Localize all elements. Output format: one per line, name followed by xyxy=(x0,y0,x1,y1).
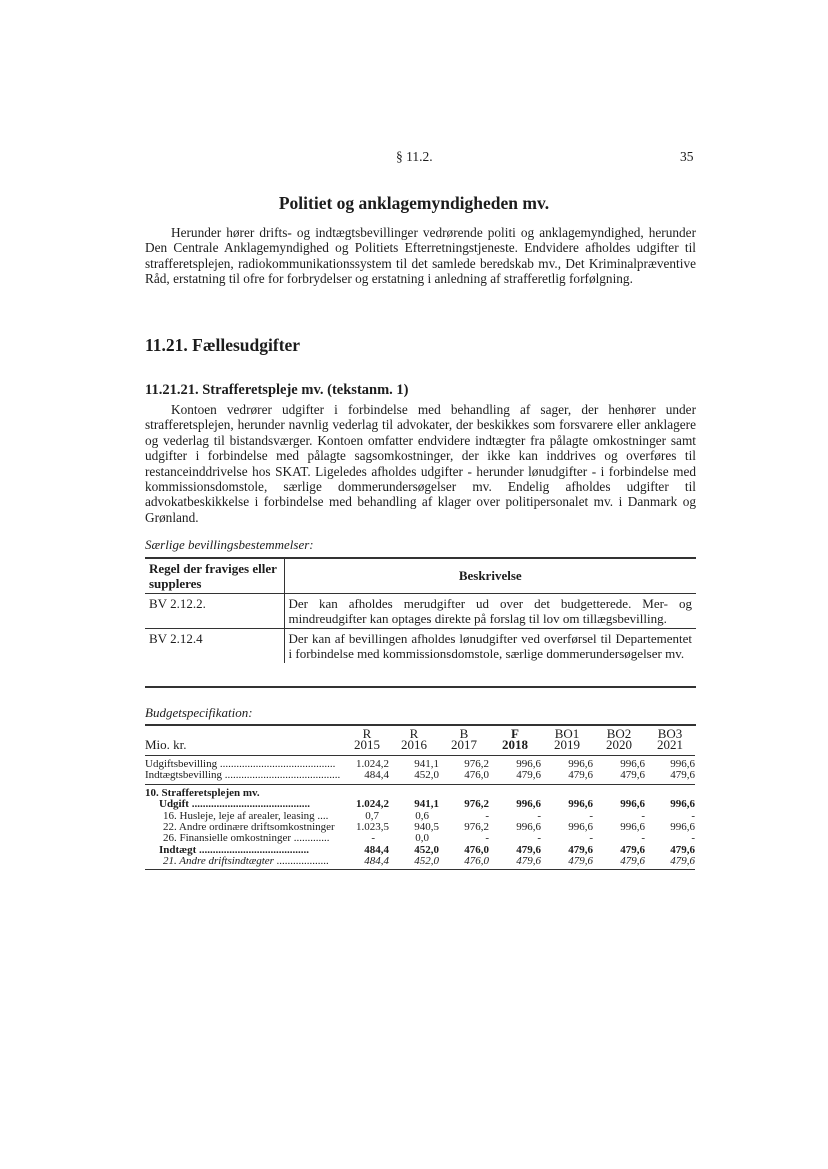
budget-cell: 940,5 xyxy=(414,821,439,834)
provisions-rule: BV 2.12.2. xyxy=(149,596,206,611)
subsection-text: Kontoen vedrører udgifter i forbindelse med behandling af sager, der henhører under strafferetsplejen, herunder navnlig vederlag til advokater, der beskikkes som forsvarere eller anklagere og vederlag til bistandsværger. Kontoen omfatter endvidere indtægter fra pålagte omkostninger samt udgifter i forbindelse med pålagte sagsomkostninger, der ikke kan inddrives og overføres til restanceinddrivelse hos SKAT. Ligeledes afholdes udgifter - herunder lønudgifter - i forbindelse med kommissionsdomstole, særlige dommerundersøgelser mv. Endelig afholdes udgifter til advokatbeskikkelse i forbindelse med behandling af klager over politipersonalet mv. i Danmark og Grønland. xyxy=(145,402,696,525)
budget-cell: - xyxy=(641,809,645,822)
subsection-heading: 11.21.21. Strafferetspleje mv. (tekstanm. 1) xyxy=(145,382,409,398)
budget-cell: 484,4 xyxy=(364,843,389,856)
budget-cell: 452,0 xyxy=(414,854,439,867)
budget-cell: 996,6 xyxy=(620,821,645,834)
budget-col-year: 2021 xyxy=(657,737,683,753)
budget-cell: 484,4 xyxy=(364,854,389,867)
budget-col-year: 2019 xyxy=(554,737,580,753)
budget-cell: - xyxy=(691,832,695,845)
budget-row-label: 21. Andre driftsindtægter ................... xyxy=(163,854,329,867)
budget-cell: - xyxy=(371,832,375,845)
budget-cell: 479,6 xyxy=(568,768,593,781)
budget-col-year: 2017 xyxy=(451,737,477,753)
budget-col-type: R xyxy=(362,726,372,741)
provisions-col2-header: Beskrivelse xyxy=(284,559,696,594)
budget-col-type: BO3 xyxy=(657,726,683,741)
budget-cell: 941,1 xyxy=(414,798,439,811)
budget-cell: 479,6 xyxy=(670,854,695,867)
budget-row xyxy=(145,833,695,844)
budget-cell: 479,6 xyxy=(516,768,541,781)
budget-col-type: B xyxy=(459,726,469,741)
budget-row-label: Indtægt ........................................ xyxy=(159,843,310,856)
provisions-header-row xyxy=(145,559,696,594)
budget-group-label: 10. Strafferetsplejen mv. xyxy=(145,787,260,800)
budget-cell: - xyxy=(589,809,593,822)
budget-cell: 452,0 xyxy=(414,768,439,781)
provisions-table xyxy=(145,559,696,663)
budget-table xyxy=(145,728,695,870)
budget-caption: Budgetspecifikation: xyxy=(145,705,253,720)
budget-cell: 996,6 xyxy=(516,757,541,770)
budget-cell: 996,6 xyxy=(620,757,645,770)
budget-row-label: 16. Husleje, leje af arealer, leasing .... xyxy=(163,809,329,822)
budget-cell: 452,0 xyxy=(414,843,439,856)
budget-col-year: 2018 xyxy=(502,737,528,753)
budget-col-type: R xyxy=(409,726,419,741)
budget-cell: 479,6 xyxy=(670,843,695,856)
provisions-bottom-rule xyxy=(145,686,696,688)
intro-paragraph xyxy=(145,225,696,287)
budget-cell: 479,6 xyxy=(516,854,541,867)
budget-cell: 1.023,5 xyxy=(356,821,389,834)
budget-cell: 484,4 xyxy=(364,768,389,781)
budget-cell: 0,7 xyxy=(365,809,379,822)
page-title: Politiet og anklagemyndigheden mv. xyxy=(278,193,550,213)
budget-cell: - xyxy=(537,832,541,845)
budget-cell: 996,6 xyxy=(568,757,593,770)
budget-cell: - xyxy=(691,809,695,822)
provisions-col1-header: Regel der fraviges eller suppleres xyxy=(149,561,277,591)
budget-cell: 479,6 xyxy=(568,843,593,856)
budget-cell: 479,6 xyxy=(620,768,645,781)
budget-cell: 996,6 xyxy=(516,821,541,834)
budget-cell: 996,6 xyxy=(670,757,695,770)
budget-cell: 479,6 xyxy=(620,854,645,867)
budget-cell: 996,6 xyxy=(516,798,541,811)
provisions-description: Der kan af bevillingen afholdes lønudgifter ved overførsel til Departementet i forbindelse med kommissionsdomstole, særlige dommerundersøgelser mv. xyxy=(284,629,696,664)
budget-cell: - xyxy=(641,832,645,845)
budget-cell: 976,2 xyxy=(464,821,489,834)
section-marker: § 11.2. xyxy=(396,149,433,164)
intro-text: Herunder hører drifts- og indtægtsbevillinger vedrørende politi og anklagemyndighed, herunder Den Centrale Anklagemyndighed og Politiets Efterretningstjeneste. Endvidere afholdes udgifter til strafferetsplejen, radiokommunikationssystem til det samlede beredskab mv., Det Kriminalpræventive Råd, erstatning til ofre for forbrydelser og erstatning i anledning af strafferetlig forfølgning. xyxy=(145,225,696,287)
budget-cell: - xyxy=(589,832,593,845)
budget-cell: 476,0 xyxy=(464,843,489,856)
budget-cell: 479,6 xyxy=(516,843,541,856)
budget-cell: 996,6 xyxy=(670,821,695,834)
provisions-description: Der kan afholdes merudgifter ud over det budgetterede. Mer- og mindreudgifter kan optages direkte på forslag til lov om tillægsbevilling. xyxy=(284,594,696,629)
budget-cell: 479,6 xyxy=(568,854,593,867)
budget-cell: - xyxy=(485,832,489,845)
budget-col-year: 2015 xyxy=(354,737,380,753)
budget-row xyxy=(145,856,695,867)
budget-cell: 996,6 xyxy=(620,798,645,811)
provisions-caption: Særlige bevillingsbestemmelser: xyxy=(145,537,314,552)
budget-cell: 941,1 xyxy=(414,757,439,770)
budget-row-label: 22. Andre ordinære driftsomkostninger xyxy=(163,821,335,834)
budget-col-year: 2016 xyxy=(401,737,427,753)
budget-cell: - xyxy=(537,809,541,822)
section-heading: 11.21. Fællesudgifter xyxy=(145,335,301,355)
budget-col-type: BO1 xyxy=(554,726,580,741)
budget-cell: 1.024,2 xyxy=(356,757,389,770)
budget-row-label: Indtægtsbevilling .......................................... xyxy=(145,768,341,781)
budget-row xyxy=(145,770,695,781)
provisions-row xyxy=(145,594,696,629)
budget-cell: 976,2 xyxy=(464,757,489,770)
budget-cell: 976,2 xyxy=(464,798,489,811)
budget-cell: 996,6 xyxy=(670,798,695,811)
budget-cell: 476,0 xyxy=(464,768,489,781)
budget-unit-label: Mio. kr. xyxy=(145,737,187,753)
budget-cell: 1.024,2 xyxy=(356,798,389,811)
budget-col-type: BO2 xyxy=(606,726,632,741)
page-number: 35 xyxy=(680,149,694,164)
budget-row-label: Udgift ........................................... xyxy=(159,798,310,811)
budget-cell: - xyxy=(485,809,489,822)
budget-cell: 479,6 xyxy=(620,843,645,856)
subsection-paragraph xyxy=(145,402,696,525)
budget-cell: 0,0 xyxy=(415,832,429,845)
budget-row-label: 26. Finansielle omkostninger ............. xyxy=(163,832,330,845)
budget-row-label: Udgiftsbevilling .......................................... xyxy=(145,757,336,770)
provisions-rule: BV 2.12.4 xyxy=(149,631,203,646)
budget-year-row xyxy=(145,739,695,750)
budget-cell: 476,0 xyxy=(464,854,489,867)
budget-cell: 996,6 xyxy=(568,821,593,834)
budget-cell: 479,6 xyxy=(670,768,695,781)
provisions-row xyxy=(145,629,696,664)
budget-col-year: 2020 xyxy=(606,737,632,753)
budget-col-type: F xyxy=(511,726,519,741)
budget-cell: 0,6 xyxy=(415,809,429,822)
budget-cell: 996,6 xyxy=(568,798,593,811)
